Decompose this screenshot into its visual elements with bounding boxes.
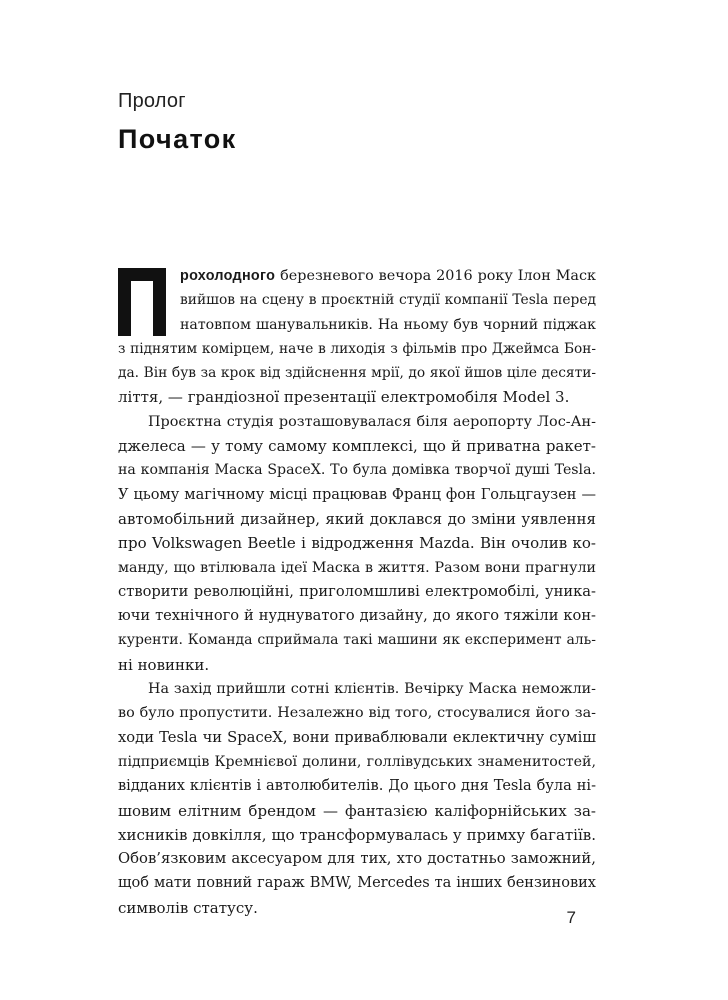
- text-line: джелеса — у тому самому комплексі, що й приватна ракет-: [118, 437, 596, 456]
- drop-cap-lines: [180, 264, 596, 337]
- text-line: автомобільний дизайнер, який доклався до зміни уявлення: [118, 509, 596, 528]
- text-line: підприємців Кремнієвої долини, голлівудських знаменитостей,: [118, 753, 596, 770]
- text-line: створити революційні, приголомшливі електромобілі, уника-: [118, 582, 596, 600]
- paragraph-3: [118, 677, 596, 920]
- drop-cap: [118, 268, 166, 336]
- paragraph-1-continued: [118, 337, 596, 410]
- text-line: На захід прийшли сотні клієнтів. Вечірку Маска неможли-: [148, 681, 596, 698]
- opening-paragraph: [118, 264, 596, 337]
- text-line: натовпом шанувальників. На ньому був чорний піджак: [180, 316, 596, 333]
- lead-word: рохолодного: [180, 268, 276, 284]
- text-line: манду, що втілювала ідеї Маска в життя. Разом вони прагнули: [118, 559, 596, 576]
- paragraph-2: [118, 410, 596, 677]
- text-line: [180, 264, 596, 288]
- text-line: ліття, — грандіозної презентації електромобіля Model 3.: [118, 388, 570, 407]
- text-line: вийшов на сцену в проєктній студії компанії Tesla перед: [180, 292, 596, 309]
- text-line: про Volkswagen Beetle і відродження Mazda. Він очолив ко-: [118, 534, 596, 553]
- text-line: ні новинки.: [118, 655, 210, 674]
- text-line: ючи технічного й нуднуватого дизайну, до якого тяжіли кон-: [118, 607, 596, 625]
- chapter-title: Початок: [118, 124, 237, 154]
- text-line: ходи Tesla чи SpaceX, вони приваблювали еклектичну суміш: [118, 728, 596, 746]
- text-line: У цьому магічному місці працював Франц фон Гольцгаузен —: [118, 486, 596, 503]
- page-number: 7: [566, 908, 576, 927]
- text-line: хисників довкілля, що трансформувалась у примху багатіїв.: [118, 825, 596, 844]
- text-line: во було пропустити. Незалежно від того, стосувалися його за-: [118, 705, 596, 722]
- text-line: куренти. Команда сприймала такі машини як експеримент аль-: [118, 632, 596, 649]
- text-line: відданих клієнтів і автолюбителів. До цього дня Tesla була ні-: [118, 778, 596, 795]
- line-rest: березневого вечора 2016 року Ілон Маск: [275, 268, 596, 284]
- text-line: Проєктна студія розташовувалася біля аеропорту Лос-Ан-: [148, 413, 596, 430]
- body-text: [118, 264, 596, 920]
- section-label: Пролог: [118, 90, 186, 112]
- text-line: символів статусу.: [118, 898, 258, 917]
- text-line: на компанія Маска SpaceX. То була домівка творчої душі Tesla.: [118, 462, 596, 479]
- text-line: да. Він був за крок від здійснення мрії, до якої йшов ціле десяти-: [118, 365, 596, 382]
- text-line: шовим елітним брендом — фантазією каліфорнійських за-: [118, 801, 596, 820]
- text-line: щоб мати повний гараж BMW, Mercedes та інших бензинових: [118, 875, 596, 892]
- text-line: з піднятим комірцем, наче в лиходія з фільмів про Джеймса Бон-: [118, 340, 596, 357]
- drop-cap-letter-glyph: [118, 268, 166, 336]
- text-line: Обов’язковим аксесуаром для тих, хто достатньо заможний,: [118, 850, 596, 868]
